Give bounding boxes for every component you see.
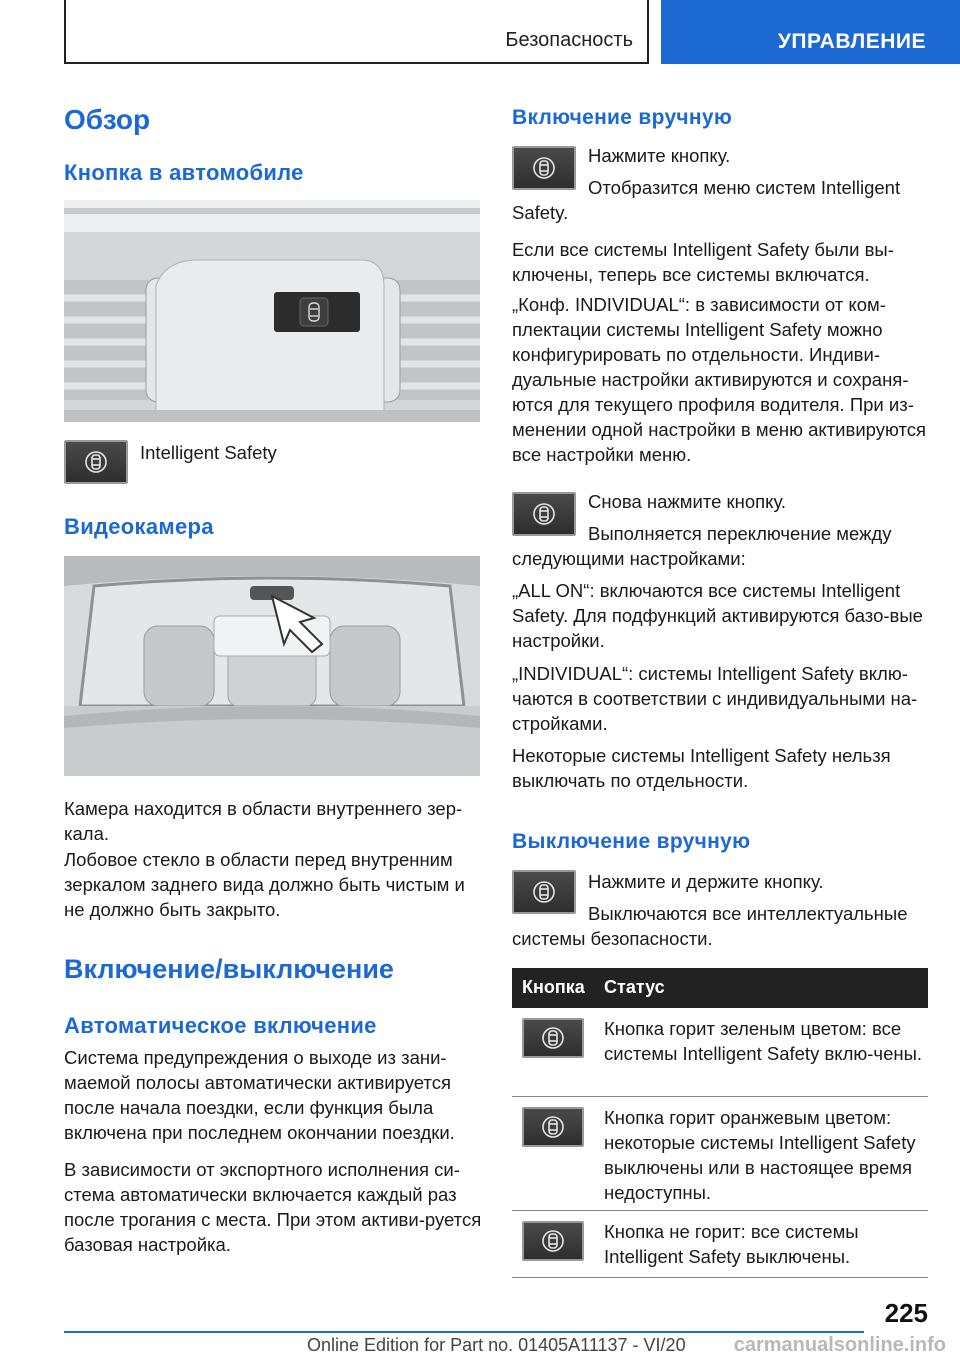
heading-on-off: Включение/выключение bbox=[64, 954, 394, 984]
car-safety-icon bbox=[522, 1107, 584, 1147]
off-description: Выключаются все интеллектуальные системы безопасности. bbox=[512, 903, 908, 949]
heading-camera: Видеокамера bbox=[64, 514, 214, 539]
table-col-button: Кнопка bbox=[522, 977, 585, 997]
table-col-status: Статус bbox=[604, 977, 665, 997]
page-number: 225 bbox=[884, 1298, 928, 1328]
footer-edition: Online Edition for Part no. 01405A11137 - VI/20 bbox=[307, 1335, 686, 1355]
step2-toggle: Выполняется переключение между следующими настройками: bbox=[512, 523, 892, 569]
step1-individual-config: „Конф. INDIVIDUAL“: в зависимости от ком-плектации системы Intelligent Safety можно конфигурировать по отдельности. Индиви-дуальные настройки активируются и сохраня-ются для текущего профиля водителя. При из-менении одной настройки в меню активируются все настройки меню. bbox=[512, 294, 927, 465]
step2-note: Некоторые системы Intelligent Safety нельзя выключать по отдельности. bbox=[512, 745, 891, 791]
heading-manual-off: Выключение вручную bbox=[512, 830, 751, 853]
step2-individual-option: „INDIVIDUAL“: системы Intelligent Safety вклю-чаются в соответствии с индивидуальными на-стройками. bbox=[512, 663, 918, 734]
header-section-title: Безопасность bbox=[505, 29, 633, 51]
car-safety-icon bbox=[522, 1221, 584, 1261]
camera-paragraph-2: Лобовое стекло в области перед внутренним зеркалом заднего вида должно быть чистым и не должно быть закрыто. bbox=[64, 849, 465, 920]
header-chapter-tab bbox=[661, 0, 960, 64]
table-status-cell: Кнопка горит зеленым цветом: все системы Intelligent Safety вклю-чены. bbox=[604, 1018, 923, 1064]
table-status-cell: Кнопка не горит: все системы Intelligent Safety выключены. bbox=[604, 1221, 859, 1267]
button-label-intelligent-safety: Intelligent Safety bbox=[140, 442, 277, 463]
step2-all-on-option: „ALL ON“: включаются все системы Intelligent Safety. Для подфункций активируются базо-вые настройки. bbox=[512, 580, 923, 651]
heading-auto-on: Автоматическое включение bbox=[64, 1013, 377, 1038]
step1-menu-shown: Отобразится меню систем Intelligent Safety. bbox=[512, 177, 901, 223]
car-safety-icon bbox=[522, 1018, 584, 1058]
header-section-box bbox=[64, 0, 649, 64]
auto-paragraph-2: В зависимости от экспортного исполнения си-стема автоматически включается каждый раз после трогания с места. При этом активи-руется базовая настройка. bbox=[64, 1159, 482, 1255]
table-row bbox=[512, 1097, 928, 1211]
auto-paragraph-1: Система предупреждения о выходе из зани-маемой полосы автоматически активируется после начала поездки, если функция была включена при последнем окончании поездки. bbox=[64, 1047, 455, 1143]
off-press-hold: Нажмите и держите кнопку. bbox=[588, 871, 824, 892]
car-safety-icon bbox=[64, 440, 128, 484]
heading-overview: Обзор bbox=[64, 104, 151, 135]
step2-press-again: Снова нажмите кнопку. bbox=[588, 491, 786, 512]
table-row bbox=[512, 1211, 928, 1278]
table-row bbox=[512, 1008, 928, 1097]
footer-rule bbox=[64, 1331, 864, 1333]
camera-paragraph-1: Камера находится в области внутреннего зер-кала. bbox=[64, 798, 463, 844]
header-chapter-title: УПРАВЛЕНИЕ bbox=[777, 30, 926, 53]
status-table-header bbox=[512, 968, 928, 1008]
table-status-cell: Кнопка горит оранжевым цветом: некоторые системы Intelligent Safety выключены или в настоящее время недоступны. bbox=[604, 1107, 916, 1203]
footer-watermark: carmanualsonline.info bbox=[733, 1334, 946, 1356]
camera-location-photo bbox=[64, 556, 480, 776]
dashboard-button-photo bbox=[64, 200, 480, 422]
heading-manual-on: Включение вручную bbox=[512, 106, 733, 129]
heading-button-in-car: Кнопка в автомобиле bbox=[64, 160, 304, 185]
step1-all-on: Если все системы Intelligent Safety были вы-ключены, теперь все системы включатся. bbox=[512, 239, 894, 285]
step1-press-button: Нажмите кнопку. bbox=[588, 145, 731, 166]
